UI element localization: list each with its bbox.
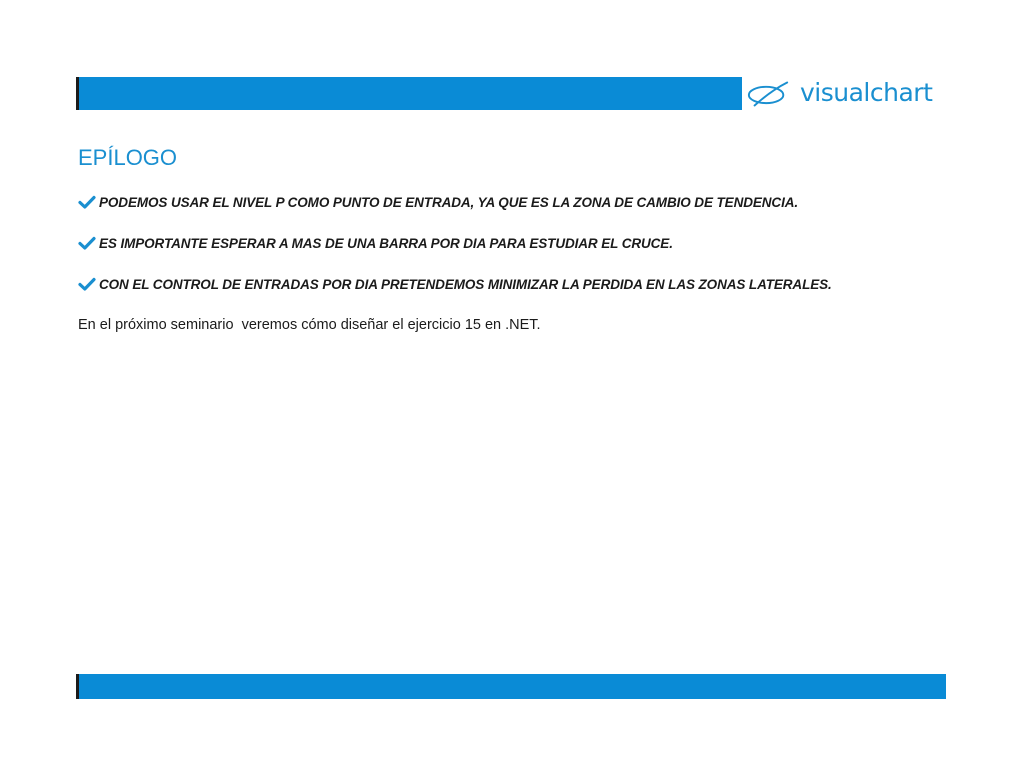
list-item xyxy=(78,272,832,296)
bullet-text: PODEMOS USAR EL NIVEL P COMO PUNTO DE ENTRADA, YA QUE ES LA ZONA DE CAMBIO DE TENDENCIA. xyxy=(99,194,799,210)
visualchart-logo-icon xyxy=(745,79,791,109)
brand-name: visualchart xyxy=(800,78,933,107)
list-item xyxy=(78,190,832,214)
bullet-text: CON EL CONTROL DE ENTRADAS POR DIA PRETENDEMOS MINIMIZAR LA PERDIDA EN LAS ZONAS LATERALES. xyxy=(99,276,832,292)
page-title: EPÍLOGO xyxy=(78,145,178,170)
list-item xyxy=(78,231,832,255)
bullet-list xyxy=(78,190,832,313)
checkmark-icon xyxy=(78,195,96,209)
seminar-note: En el próximo seminario veremos cómo diseñar el ejercicio 15 en .NET. xyxy=(78,317,541,333)
brand-logo xyxy=(742,77,946,110)
footer-bar xyxy=(76,674,946,699)
bullet-text: ES IMPORTANTE ESPERAR A MAS DE UNA BARRA POR DIA PARA ESTUDIAR EL CRUCE. xyxy=(99,235,673,251)
checkmark-icon xyxy=(78,277,96,291)
checkmark-icon xyxy=(78,236,96,250)
